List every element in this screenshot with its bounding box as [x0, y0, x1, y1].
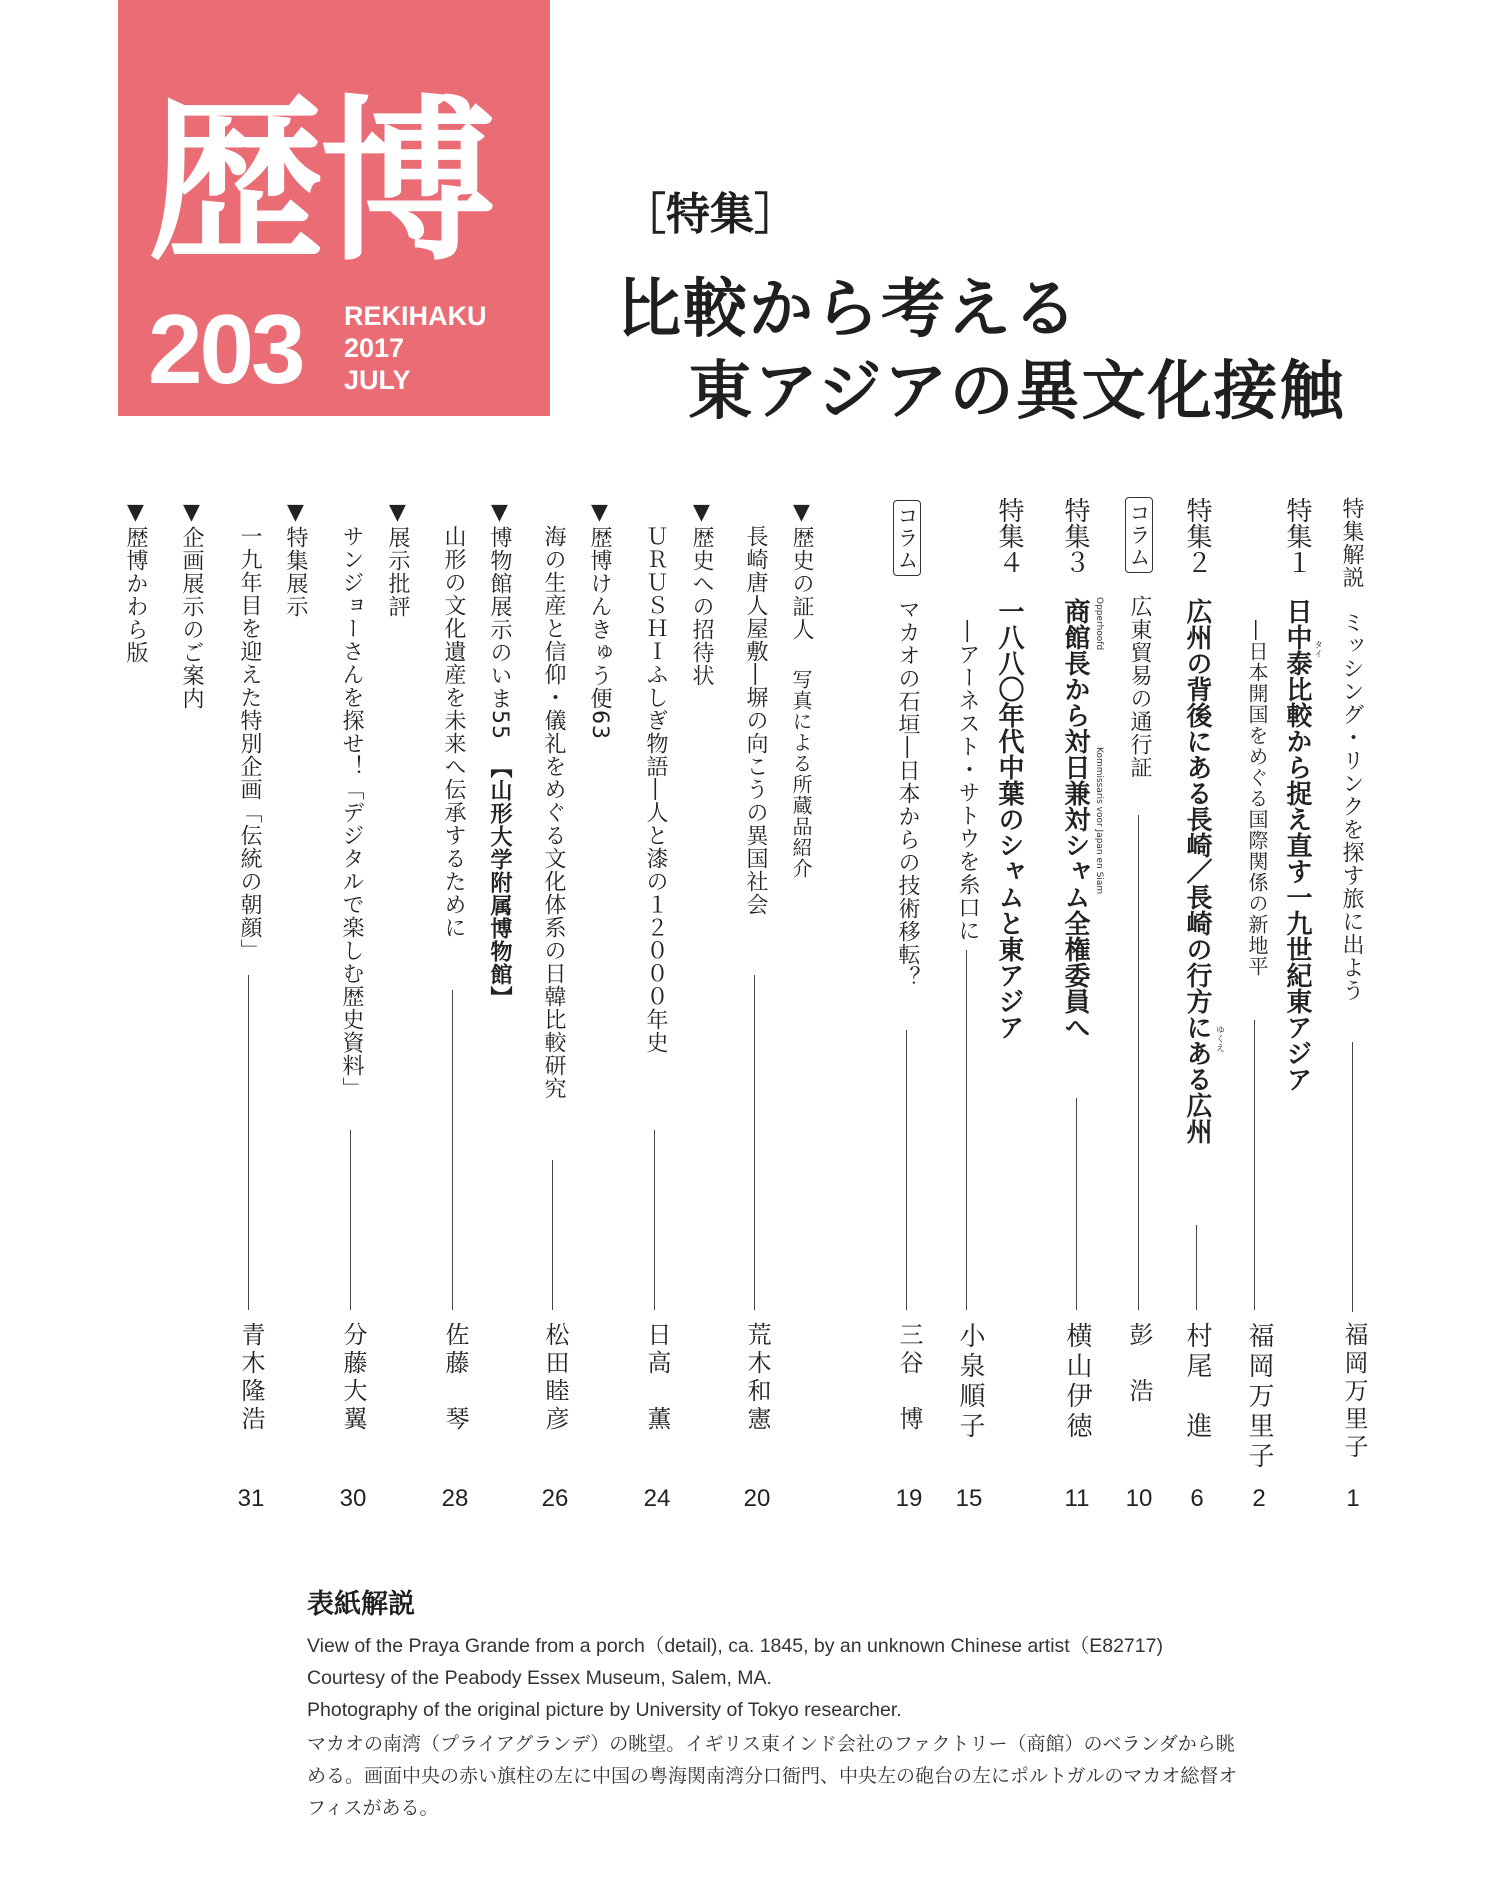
toc-label: 特集３ — [1060, 497, 1090, 575]
leader-line — [1196, 1225, 1197, 1310]
toc-label[interactable]: ▼歴史への招待状 — [689, 500, 714, 687]
toc-label: 特集解説 — [1339, 497, 1364, 589]
toc-page: 28 — [441, 1485, 469, 1512]
toc-subtitle: 長崎唐人屋敷―塀の向こうの異国社会 — [743, 525, 768, 916]
toc-entry[interactable] — [786, 500, 816, 1460]
toc-author: 分藤大翼 — [339, 1322, 367, 1434]
toc-author: 村尾 進 — [1182, 1322, 1212, 1442]
toc-page: 2 — [1252, 1485, 1266, 1512]
toc-entry[interactable] — [1180, 497, 1224, 1457]
leader-line — [906, 1030, 907, 1310]
issue-year: 2017 — [344, 333, 405, 363]
toc-author: 荒木和憲 — [743, 1322, 771, 1434]
toc-entry[interactable] — [484, 500, 514, 1460]
toc-label: 特集４ — [994, 497, 1024, 575]
toc-page: 11 — [1064, 1485, 1090, 1512]
toc-title: ミッシング・リンクを探す旅に出よう — [1339, 611, 1364, 1002]
caption-line: Courtesy of the Peabody Essex Museum, Salem, MA. — [307, 1667, 772, 1689]
leader-line — [452, 990, 453, 1310]
leader-line — [654, 1130, 655, 1310]
toc-title: 一八八〇年代中葉のシャムと東アジア — [994, 598, 1024, 1041]
toc-entry[interactable] — [1124, 497, 1154, 1457]
toc-author: 松田睦彦 — [541, 1322, 569, 1434]
toc-subtitle: ―アーネスト・サトウを糸口に — [955, 620, 980, 942]
toc-label: ▼博物館展示のいま55 — [487, 500, 512, 740]
feature-label: ［特集］ — [622, 189, 798, 240]
caption-line: マカオの南湾（プライアグランデ）の眺望。イギリス東インド会社のファクトリー（商館）のベランダから眺 — [307, 1733, 1235, 1755]
toc-title: 広州の背後にある長崎／長崎の行方にある広州 — [1182, 598, 1212, 1145]
toc-page: 6 — [1190, 1485, 1204, 1512]
toc-label[interactable]: ▼歴博けんきゅう便63 — [587, 500, 612, 740]
toc-author: 横山伊徳 — [1062, 1322, 1092, 1442]
caption-line: View of the Praya Grande from a porch（detail), ca. 1845, by an unknown Chinese artist（E82717) — [307, 1635, 1163, 1657]
toc-label[interactable]: ▼特集展示 — [283, 500, 308, 618]
feature-title-line2: 東アジアの異文化接触 — [688, 354, 1346, 429]
masthead-logo — [118, 0, 550, 416]
toc-page: 15 — [955, 1485, 983, 1512]
brand-name: REKIHAKU — [344, 301, 487, 331]
toc-title: マカオの石垣―日本からの技術移転？ — [895, 598, 920, 989]
toc-page: 31 — [237, 1485, 265, 1512]
caption-line: める。画面中央の赤い旗柱の左に中国の粤海関南湾分口衙門、中央左の砲台の左にポルトガルのマカオ総督オ — [307, 1765, 1238, 1787]
toc-page: 24 — [643, 1485, 671, 1512]
toc-label[interactable]: ▼展示批評 — [385, 500, 410, 618]
toc-author: 佐藤 琴 — [441, 1322, 469, 1434]
cover-caption-ja — [307, 1728, 1387, 1824]
toc-title: 広東貿易の通行証 — [1127, 595, 1152, 779]
toc-title: 写真による所蔵品紹介 — [789, 669, 813, 879]
toc-title: 【山形大学附属博物館】 — [487, 756, 512, 1009]
toc-author: 小泉順子 — [955, 1322, 985, 1442]
toc-page: 10 — [1125, 1485, 1153, 1512]
toc-entry[interactable] — [992, 497, 1026, 1457]
cover-heading: 表紙解説 — [307, 1589, 415, 1620]
toc-entry[interactable] — [1280, 497, 1322, 1457]
ruby-text: ゆくえ — [1214, 1025, 1224, 1052]
caption-line: フィスがある。 — [307, 1797, 439, 1819]
toc-label[interactable]: ▼歴博かわら版 — [123, 500, 148, 664]
toc-label[interactable]: ▼企画展示のご案内 — [179, 500, 204, 710]
toc-author: 福岡万里子 — [1244, 1322, 1274, 1472]
feature-title-line1: 比較から考える — [617, 272, 1079, 347]
toc-author: 三谷 博 — [895, 1322, 923, 1434]
leader-line — [1076, 1098, 1077, 1310]
leader-line — [966, 950, 967, 1310]
toc-title: 商館長から対日兼対シャム全権委員へ — [1060, 598, 1090, 1041]
ruby-text: タイ — [1312, 640, 1322, 658]
toc-author: 福岡万里子 — [1340, 1322, 1368, 1462]
ruby-text: Kommissaris voor Japan en Siam — [1094, 747, 1104, 895]
toc-label: ▼歴史の証人 — [789, 500, 814, 641]
toc-entry[interactable] — [1058, 497, 1104, 1457]
toc-entry[interactable] — [1336, 497, 1366, 1457]
toc-title: 日中泰比較から捉え直す一九世紀東アジア — [1282, 598, 1312, 1093]
leader-line — [754, 975, 755, 1310]
toc-page: 20 — [743, 1485, 771, 1512]
toc-label: コラム — [1125, 497, 1153, 573]
toc-author: 彭 浩 — [1125, 1322, 1153, 1406]
cover-caption-en — [307, 1630, 1163, 1726]
toc-page: 1 — [1346, 1485, 1360, 1512]
issue-info — [344, 300, 487, 396]
leader-line — [1352, 1042, 1353, 1312]
issue-month: JULY — [344, 365, 411, 395]
caption-line: Photography of the original picture by University of Tokyo researcher. — [307, 1699, 902, 1721]
magazine-title: 歴博 — [148, 80, 493, 285]
toc-label: 特集２ — [1182, 497, 1212, 575]
toc-subtitle: 一九年目を迎えた特別企画「伝統の朝顔」 — [237, 525, 262, 962]
ruby-text: Opperhoofd — [1094, 597, 1104, 651]
toc-subtitle: ＵＲＵＳＨＩふしぎ物語―人と漆の１２０００年史 — [643, 525, 668, 1054]
toc-subtitle: 海の生産と信仰・儀礼をめぐる文化体系の日韓比較研究 — [541, 525, 566, 1100]
toc-subtitle: サンジョーさんを探せ！「デジタルで楽しむ歴史資料」 — [339, 525, 364, 1100]
leader-line — [1138, 815, 1139, 1310]
toc-label: 特集１ — [1282, 497, 1312, 575]
issue-number: 203 — [148, 294, 303, 404]
toc-page: 26 — [541, 1485, 569, 1512]
toc-label: コラム — [893, 500, 921, 576]
toc-entry[interactable] — [892, 500, 922, 1460]
toc-author: 日高 薫 — [643, 1322, 671, 1434]
toc-author: 青木隆浩 — [237, 1322, 265, 1434]
leader-line — [248, 975, 249, 1310]
leader-line — [1254, 1020, 1255, 1310]
leader-line — [552, 1160, 553, 1310]
toc-page: 30 — [339, 1485, 367, 1512]
toc-page: 19 — [895, 1485, 923, 1512]
toc-subtitle: ―日本開国をめぐる国際関係の新地平 — [1245, 620, 1269, 977]
toc-subtitle: 山形の文化遺産を未来へ伝承するために — [441, 525, 466, 939]
leader-line — [350, 1130, 351, 1310]
